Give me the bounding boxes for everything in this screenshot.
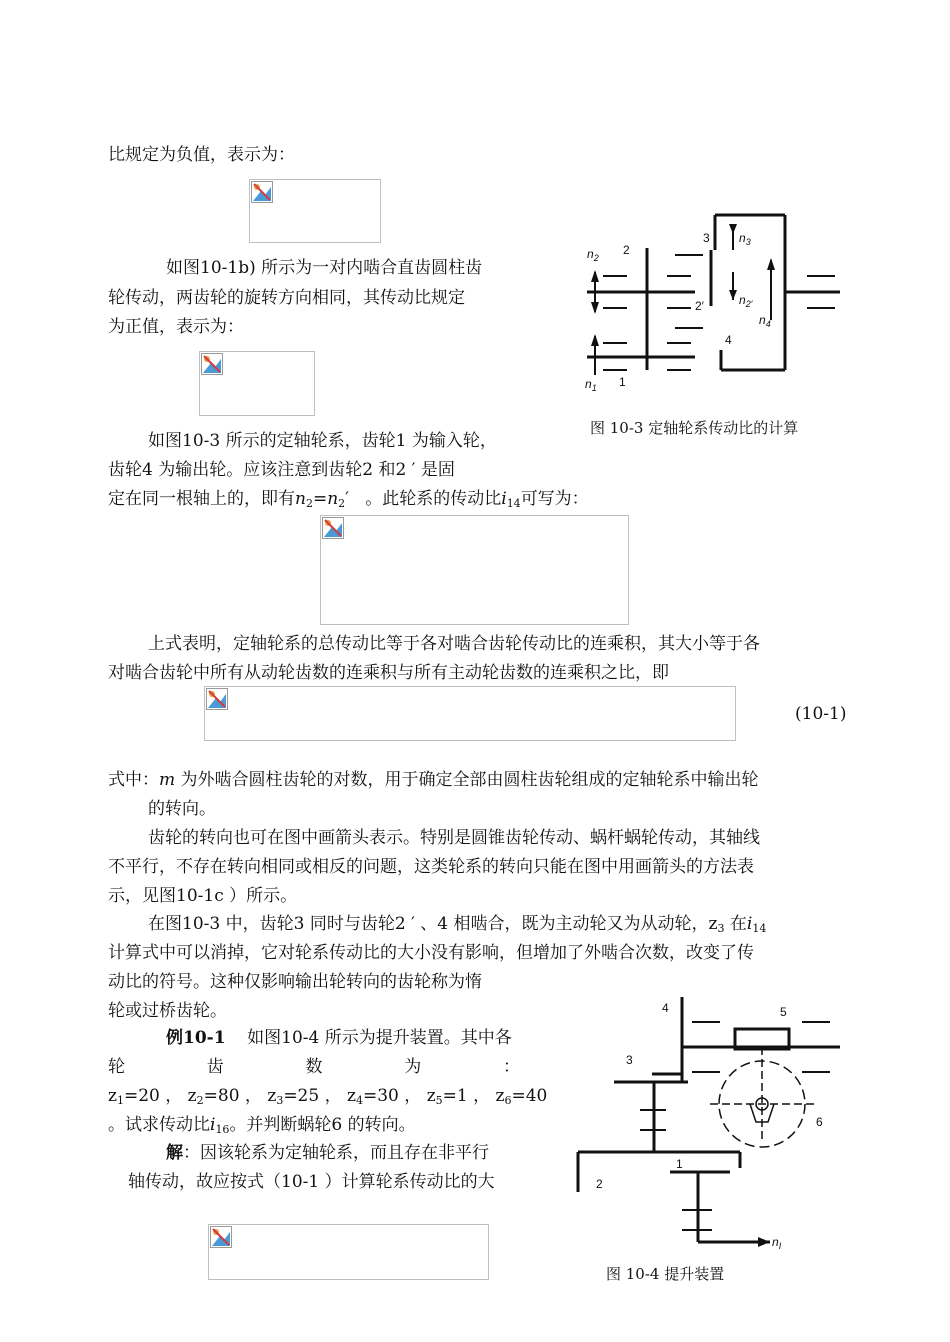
gear-1-label: 1 xyxy=(676,1157,683,1171)
paragraph-line: 计算式中可以消掉，它对轮系传动比的大小没有影响，但增加了外啮合次数，改变了传 xyxy=(108,943,754,963)
broken-image-icon xyxy=(322,517,344,539)
paragraph-line: 齿轮4 为输出轮。应该注意到齿轮2 和2 ′ 是固 xyxy=(108,460,455,480)
formula-image xyxy=(249,179,381,243)
paragraph-line: 轮或过桥齿轮。 xyxy=(108,1001,227,1021)
paragraph-line: 动比的符号。这种仅影响输出轮转向的齿轮称为惰 xyxy=(108,972,482,992)
paragraph-line: 的转向。 xyxy=(148,799,216,819)
gear-4-label: 4 xyxy=(725,333,732,347)
n3-label: $n_3$ xyxy=(739,231,751,247)
example-line: 。试求传动比$i_{16}$。并判断蜗轮6 的转向。 xyxy=(108,1115,416,1136)
broken-image-icon xyxy=(210,1226,232,1248)
paragraph-line: 为正值，表示为： xyxy=(108,317,244,337)
paragraph-line: 式中：m 为外啮合圆柱齿轮的对数，用于确定全部由圆柱齿轮组成的定轴轮系中输出轮 xyxy=(108,770,759,790)
n4-label: $n_4$ xyxy=(759,313,771,329)
paragraph-line: 在图10-3 中，齿轮3 同时与齿轮2 ′ 、4 相啮合，既为主动轮又为从动轮，$z_3$ 在$i_{14}$ xyxy=(148,914,767,935)
formula-image xyxy=(204,686,736,741)
worm-5-label: 5 xyxy=(780,1005,787,1019)
paragraph-line: 齿轮的转向也可在图中画箭头表示。特别是圆锥齿轮传动、蜗杆蜗轮传动，其轴线 xyxy=(148,828,760,848)
worm-wheel-6-label: 6 xyxy=(816,1115,823,1129)
gear-2-label: 2 xyxy=(623,243,630,257)
gear-4-label: 4 xyxy=(662,1001,669,1015)
example-line: $z_1=20$ ， $z_2=80$ ， $z_3=25$ ， $z_4=30$ ， $z_5=1$ ， $z_6=40$ xyxy=(108,1086,548,1107)
paragraph-line: 如图10-3 所示的定轴轮系，齿轮1 为输入轮， xyxy=(148,431,497,451)
broken-image-icon xyxy=(206,688,228,710)
figure-caption: 图 10-4 提升装置 xyxy=(606,1265,725,1283)
broken-image-icon xyxy=(201,353,223,375)
formula-image xyxy=(320,515,629,625)
paragraph-line: 轮传动，两齿轮的旋转方向相同，其传动比规定 xyxy=(108,288,465,308)
formula-image xyxy=(208,1224,489,1280)
n2p-label: $n_{2'}$ xyxy=(739,293,753,309)
paragraph-line: 对啮合齿轮中所有从动轮齿数的连乘积与所有主动轮齿数的连乘积之比，即 xyxy=(108,663,669,683)
gear-3-label: 3 xyxy=(703,231,710,245)
gear-2-label: 2 xyxy=(596,1177,603,1191)
gear-1-label: 1 xyxy=(619,375,626,389)
gear-3-label: 3 xyxy=(626,1053,633,1067)
nI-label: $n_I$ xyxy=(772,1235,782,1251)
solution-line: 轴传动，故应按式（10-1 ）计算轮系传动比的大 xyxy=(128,1172,495,1192)
paragraph-line: 定在同一根轴上的，即有$n_2=n_2'$ 。此轮系的传动比$i_{14}$可写为： xyxy=(108,489,589,510)
paragraph-line: 不平行，不存在转向相同或相反的问题，这类轮系的转向只能在图中用画箭头的方法表 xyxy=(108,857,754,877)
formula-image xyxy=(199,351,315,416)
paragraph-line: 如图10-1b) 所示为一对内啮合直齿圆柱齿 xyxy=(166,258,483,278)
broken-image-icon xyxy=(251,181,273,203)
figure-caption: 图 10-3 定轴轮系传动比的计算 xyxy=(590,419,799,437)
paragraph-line: 比规定为负值，表示为： xyxy=(108,145,295,165)
example-line: 例10-1 如图10-4 所示为提升装置。其中各 xyxy=(166,1028,512,1048)
n1-label: $n_1$ xyxy=(585,377,597,393)
hoist-device-diagram-10-4 xyxy=(570,992,845,1254)
n2-label: $n_2$ xyxy=(587,247,599,263)
solution-line: 解：因该轮系为定轴轮系，而且存在非平行 xyxy=(166,1143,489,1163)
paragraph-line: 上式表明，定轴轮系的总传动比等于各对啮合齿轮传动比的连乘积，其大小等于各 xyxy=(148,634,760,654)
gear-train-diagram-10-3 xyxy=(575,210,845,395)
example-line: 轮 齿 数 为 ： xyxy=(108,1057,520,1077)
equation-number: (10-1) xyxy=(795,704,847,724)
gear-2p-label: 2′ xyxy=(695,299,704,313)
paragraph-line: 示，见图10-1c ）所示。 xyxy=(108,886,298,906)
